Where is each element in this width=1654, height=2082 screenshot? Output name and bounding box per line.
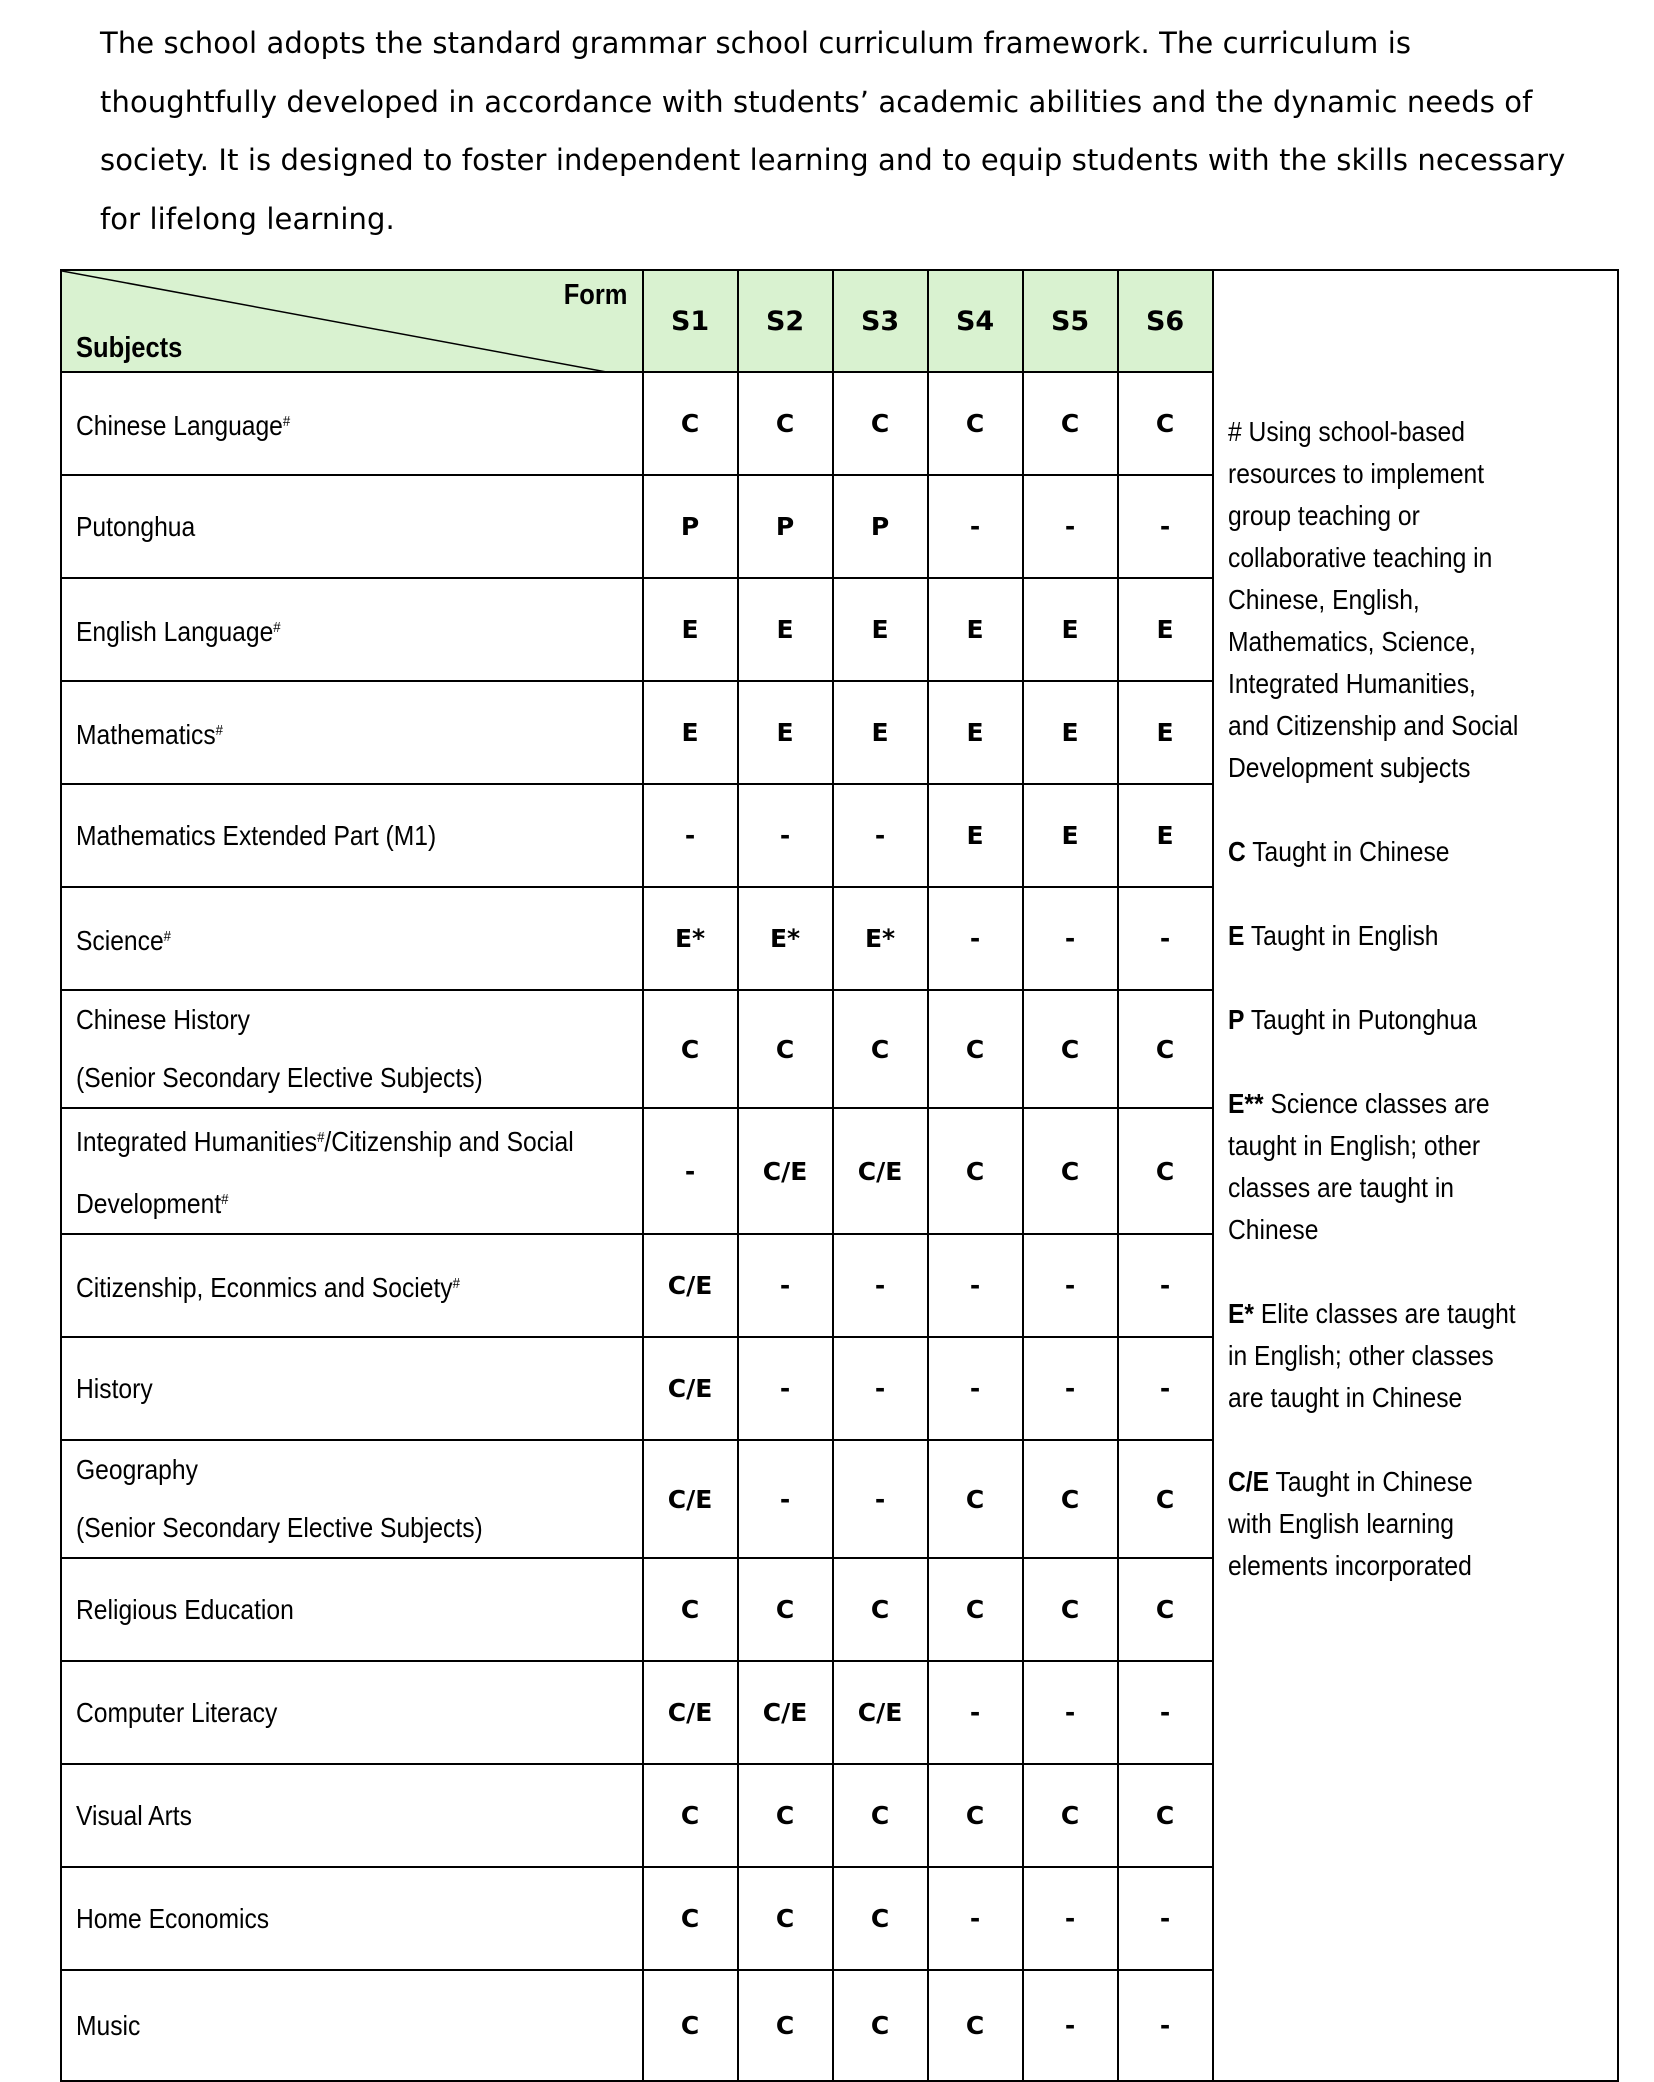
medium-cell: C xyxy=(928,1558,1023,1661)
medium-cell: C xyxy=(738,1970,833,2081)
medium-cell: - xyxy=(1023,475,1118,578)
subject-name-cont: /Citizenship and Social xyxy=(324,1126,574,1157)
subject-cell xyxy=(61,681,643,784)
subject-cell xyxy=(61,1661,643,1764)
medium-cell: C xyxy=(1023,372,1118,475)
form-header-s6: S6 xyxy=(1118,270,1213,372)
intro-paragraph xyxy=(100,14,1570,248)
medium-cell: - xyxy=(738,1440,833,1558)
legend-item xyxy=(1228,1083,1518,1251)
legend-text: Taught in Chinese with English learning elements incorporated xyxy=(1227,1466,1473,1581)
legend-key: E xyxy=(1227,920,1245,951)
medium-cell: C xyxy=(928,1970,1023,2081)
legend-text: Taught in Putonghua xyxy=(1250,1004,1477,1035)
medium-cell: E xyxy=(1023,578,1118,681)
medium-cell: - xyxy=(833,1234,928,1337)
medium-cell: C xyxy=(833,1558,928,1661)
medium-cell: C xyxy=(928,1108,1023,1234)
medium-cell: - xyxy=(1023,1234,1118,1337)
hash-mark: # xyxy=(282,412,291,430)
medium-cell: - xyxy=(1118,1970,1213,2081)
legend-panel xyxy=(1213,270,1618,2081)
subject-cell xyxy=(61,578,643,681)
medium-cell: C/E xyxy=(738,1108,833,1234)
hash-mark: # xyxy=(273,618,281,636)
subject-name: Integrated Humanities xyxy=(76,1126,318,1157)
medium-cell: C xyxy=(738,990,833,1108)
legend-key: E* xyxy=(1227,1298,1254,1329)
medium-cell: E xyxy=(928,578,1023,681)
legend-text: Taught in Chinese xyxy=(1251,836,1450,867)
medium-cell: C xyxy=(1023,990,1118,1108)
medium-cell: - xyxy=(738,1234,833,1337)
subject-cell xyxy=(61,475,643,578)
subject-cell xyxy=(61,1337,643,1440)
subject-cell xyxy=(61,784,643,887)
medium-cell: E xyxy=(928,681,1023,784)
subject-cell xyxy=(61,1440,643,1558)
legend-item xyxy=(1228,831,1518,873)
medium-cell: C/E xyxy=(833,1661,928,1764)
medium-cell: - xyxy=(833,1337,928,1440)
medium-cell: C/E xyxy=(643,1661,738,1764)
medium-cell: C xyxy=(1118,990,1213,1108)
subject-name: History xyxy=(76,1372,153,1404)
subject-cell xyxy=(61,1867,643,1970)
subject-name: Chinese Language xyxy=(76,409,283,441)
medium-cell: E xyxy=(928,784,1023,887)
subject-subtitle: Development xyxy=(76,1188,222,1219)
subject-name: Computer Literacy xyxy=(76,1696,278,1728)
header-row xyxy=(61,270,1618,372)
medium-cell: - xyxy=(1023,1970,1118,2081)
medium-cell: E xyxy=(833,681,928,784)
medium-cell: P xyxy=(738,475,833,578)
legend-key: E** xyxy=(1227,1088,1264,1119)
legend-item xyxy=(1228,915,1518,957)
medium-cell: E xyxy=(1023,784,1118,887)
legend-key: P xyxy=(1227,1004,1245,1035)
subject-subtitle: (Senior Secondary Elective Subjects) xyxy=(76,1512,483,1543)
legend-text: Science classes are taught in English; other classes are taught in Chinese xyxy=(1227,1088,1490,1245)
medium-cell: C xyxy=(1118,1558,1213,1661)
medium-cell: C xyxy=(1023,1440,1118,1558)
medium-cell: E xyxy=(833,578,928,681)
subject-name: Mathematics xyxy=(76,718,216,750)
subject-name: Science xyxy=(76,924,164,956)
medium-cell: - xyxy=(643,784,738,887)
medium-cell: - xyxy=(928,887,1023,990)
legend-key: C/E xyxy=(1227,1466,1269,1497)
form-label: Form xyxy=(563,279,628,311)
intro-line: thoughtfully developed in accordance with students’ academic abilities and the dynamic needs of xyxy=(100,84,1533,119)
medium-cell: C/E xyxy=(643,1234,738,1337)
medium-cell: C xyxy=(738,1558,833,1661)
medium-cell: - xyxy=(738,784,833,887)
subjects-label: Subjects xyxy=(76,332,183,364)
medium-cell: E xyxy=(643,681,738,784)
medium-cell: C xyxy=(738,1764,833,1867)
medium-cell: - xyxy=(1023,1661,1118,1764)
intro-line: society. It is designed to foster independent learning and to equip students with the skills necessary xyxy=(100,143,1566,177)
intro-line: for lifelong learning. xyxy=(100,201,395,236)
intro-line: The school adopts the standard grammar school curriculum framework. The curriculum is xyxy=(100,26,1412,60)
medium-cell: C xyxy=(643,1970,738,2081)
hash-mark: # xyxy=(317,1129,325,1146)
medium-cell: - xyxy=(928,1337,1023,1440)
medium-cell: - xyxy=(928,1234,1023,1337)
hash-mark: # xyxy=(215,721,224,739)
medium-cell: - xyxy=(833,1440,928,1558)
medium-cell: E xyxy=(1118,784,1213,887)
medium-cell: - xyxy=(1118,475,1213,578)
medium-cell: - xyxy=(1118,887,1213,990)
medium-cell: C xyxy=(738,1867,833,1970)
medium-cell: C xyxy=(928,372,1023,475)
medium-cell: - xyxy=(1118,1234,1213,1337)
subject-cell xyxy=(61,1764,643,1867)
form-header-s1: S1 xyxy=(643,270,738,372)
subject-name: Visual Arts xyxy=(76,1799,192,1831)
medium-cell: C xyxy=(738,372,833,475)
curriculum-table xyxy=(60,269,1619,2082)
legend-text: Elite classes are taught in English; other classes are taught in Chinese xyxy=(1227,1298,1516,1413)
medium-cell: C xyxy=(643,1764,738,1867)
legend-text: Using school-based resources to implement group teaching or collaborative teaching in Chinese, English, Mathematics, Science, Integrated Humanities, and Citizenship and Social Development subjects xyxy=(1227,416,1518,783)
form-header-s4: S4 xyxy=(928,270,1023,372)
subject-name: Music xyxy=(76,2009,141,2041)
medium-cell: P xyxy=(833,475,928,578)
medium-cell: C/E xyxy=(643,1337,738,1440)
medium-cell: - xyxy=(1118,1661,1213,1764)
subject-cell xyxy=(61,990,643,1108)
subject-name: Chinese History xyxy=(76,1004,250,1035)
subject-subtitle: (Senior Secondary Elective Subjects) xyxy=(76,1062,483,1093)
medium-cell: E xyxy=(1118,681,1213,784)
form-header-s5: S5 xyxy=(1023,270,1118,372)
medium-cell: - xyxy=(643,1108,738,1234)
legend-item xyxy=(1228,1461,1518,1587)
medium-cell: C xyxy=(1118,1440,1213,1558)
form-header-s2: S2 xyxy=(738,270,833,372)
subject-name: Geography xyxy=(76,1454,198,1485)
legend-item xyxy=(1228,1293,1518,1419)
medium-cell: C xyxy=(833,1867,928,1970)
medium-cell: C/E xyxy=(738,1661,833,1764)
medium-cell: C xyxy=(643,1558,738,1661)
medium-cell: C xyxy=(928,1764,1023,1867)
medium-cell: - xyxy=(928,475,1023,578)
medium-cell: - xyxy=(1023,1867,1118,1970)
subject-cell xyxy=(61,1970,643,2081)
medium-cell: E xyxy=(1118,578,1213,681)
medium-cell: C xyxy=(643,1867,738,1970)
subject-name: Religious Education xyxy=(76,1593,294,1625)
legend-item xyxy=(1228,411,1518,789)
medium-cell: E xyxy=(643,578,738,681)
medium-cell: - xyxy=(928,1867,1023,1970)
legend-item xyxy=(1228,999,1518,1041)
subject-name: Mathematics Extended Part (M1) xyxy=(76,819,437,851)
hash-mark: # xyxy=(221,1191,229,1208)
medium-cell: E* xyxy=(833,887,928,990)
medium-cell: - xyxy=(1118,1337,1213,1440)
medium-cell: E xyxy=(738,578,833,681)
medium-cell: C xyxy=(643,372,738,475)
form-header-s3: S3 xyxy=(833,270,928,372)
subject-name: Putonghua xyxy=(76,510,196,542)
medium-cell: E* xyxy=(643,887,738,990)
medium-cell: C xyxy=(833,1970,928,2081)
hash-mark: # xyxy=(163,927,172,945)
medium-cell: P xyxy=(643,475,738,578)
subject-cell xyxy=(61,372,643,475)
medium-cell: C/E xyxy=(833,1108,928,1234)
medium-cell: - xyxy=(1023,887,1118,990)
subject-name: Citizenship, Econmics and Society xyxy=(76,1271,453,1303)
subject-cell xyxy=(61,887,643,990)
subject-cell xyxy=(61,1108,643,1234)
medium-cell: E* xyxy=(738,887,833,990)
form-subject-header xyxy=(61,270,643,372)
legend-key: # xyxy=(1227,416,1242,447)
medium-cell: C xyxy=(833,990,928,1108)
medium-cell: C xyxy=(1023,1108,1118,1234)
medium-cell: - xyxy=(1118,1867,1213,1970)
medium-cell: - xyxy=(833,784,928,887)
medium-cell: C xyxy=(643,990,738,1108)
medium-cell: - xyxy=(738,1337,833,1440)
legend-key: C xyxy=(1227,836,1246,867)
subject-name: Home Economics xyxy=(76,1902,270,1934)
subject-cell xyxy=(61,1558,643,1661)
medium-cell: E xyxy=(1023,681,1118,784)
medium-cell: C/E xyxy=(643,1440,738,1558)
medium-cell: C xyxy=(1118,1764,1213,1867)
hash-mark: # xyxy=(452,1274,460,1292)
subject-cell xyxy=(61,1234,643,1337)
medium-cell: C xyxy=(1023,1558,1118,1661)
subject-name: English Language xyxy=(76,615,274,647)
medium-cell: C xyxy=(833,372,928,475)
medium-cell: C xyxy=(928,990,1023,1108)
medium-cell: E xyxy=(738,681,833,784)
medium-cell: - xyxy=(1023,1337,1118,1440)
medium-cell: C xyxy=(833,1764,928,1867)
medium-cell: C xyxy=(1023,1764,1118,1867)
medium-cell: - xyxy=(928,1661,1023,1764)
medium-cell: C xyxy=(928,1440,1023,1558)
legend-text: Taught in English xyxy=(1250,920,1439,951)
medium-cell: C xyxy=(1118,1108,1213,1234)
medium-cell: C xyxy=(1118,372,1213,475)
